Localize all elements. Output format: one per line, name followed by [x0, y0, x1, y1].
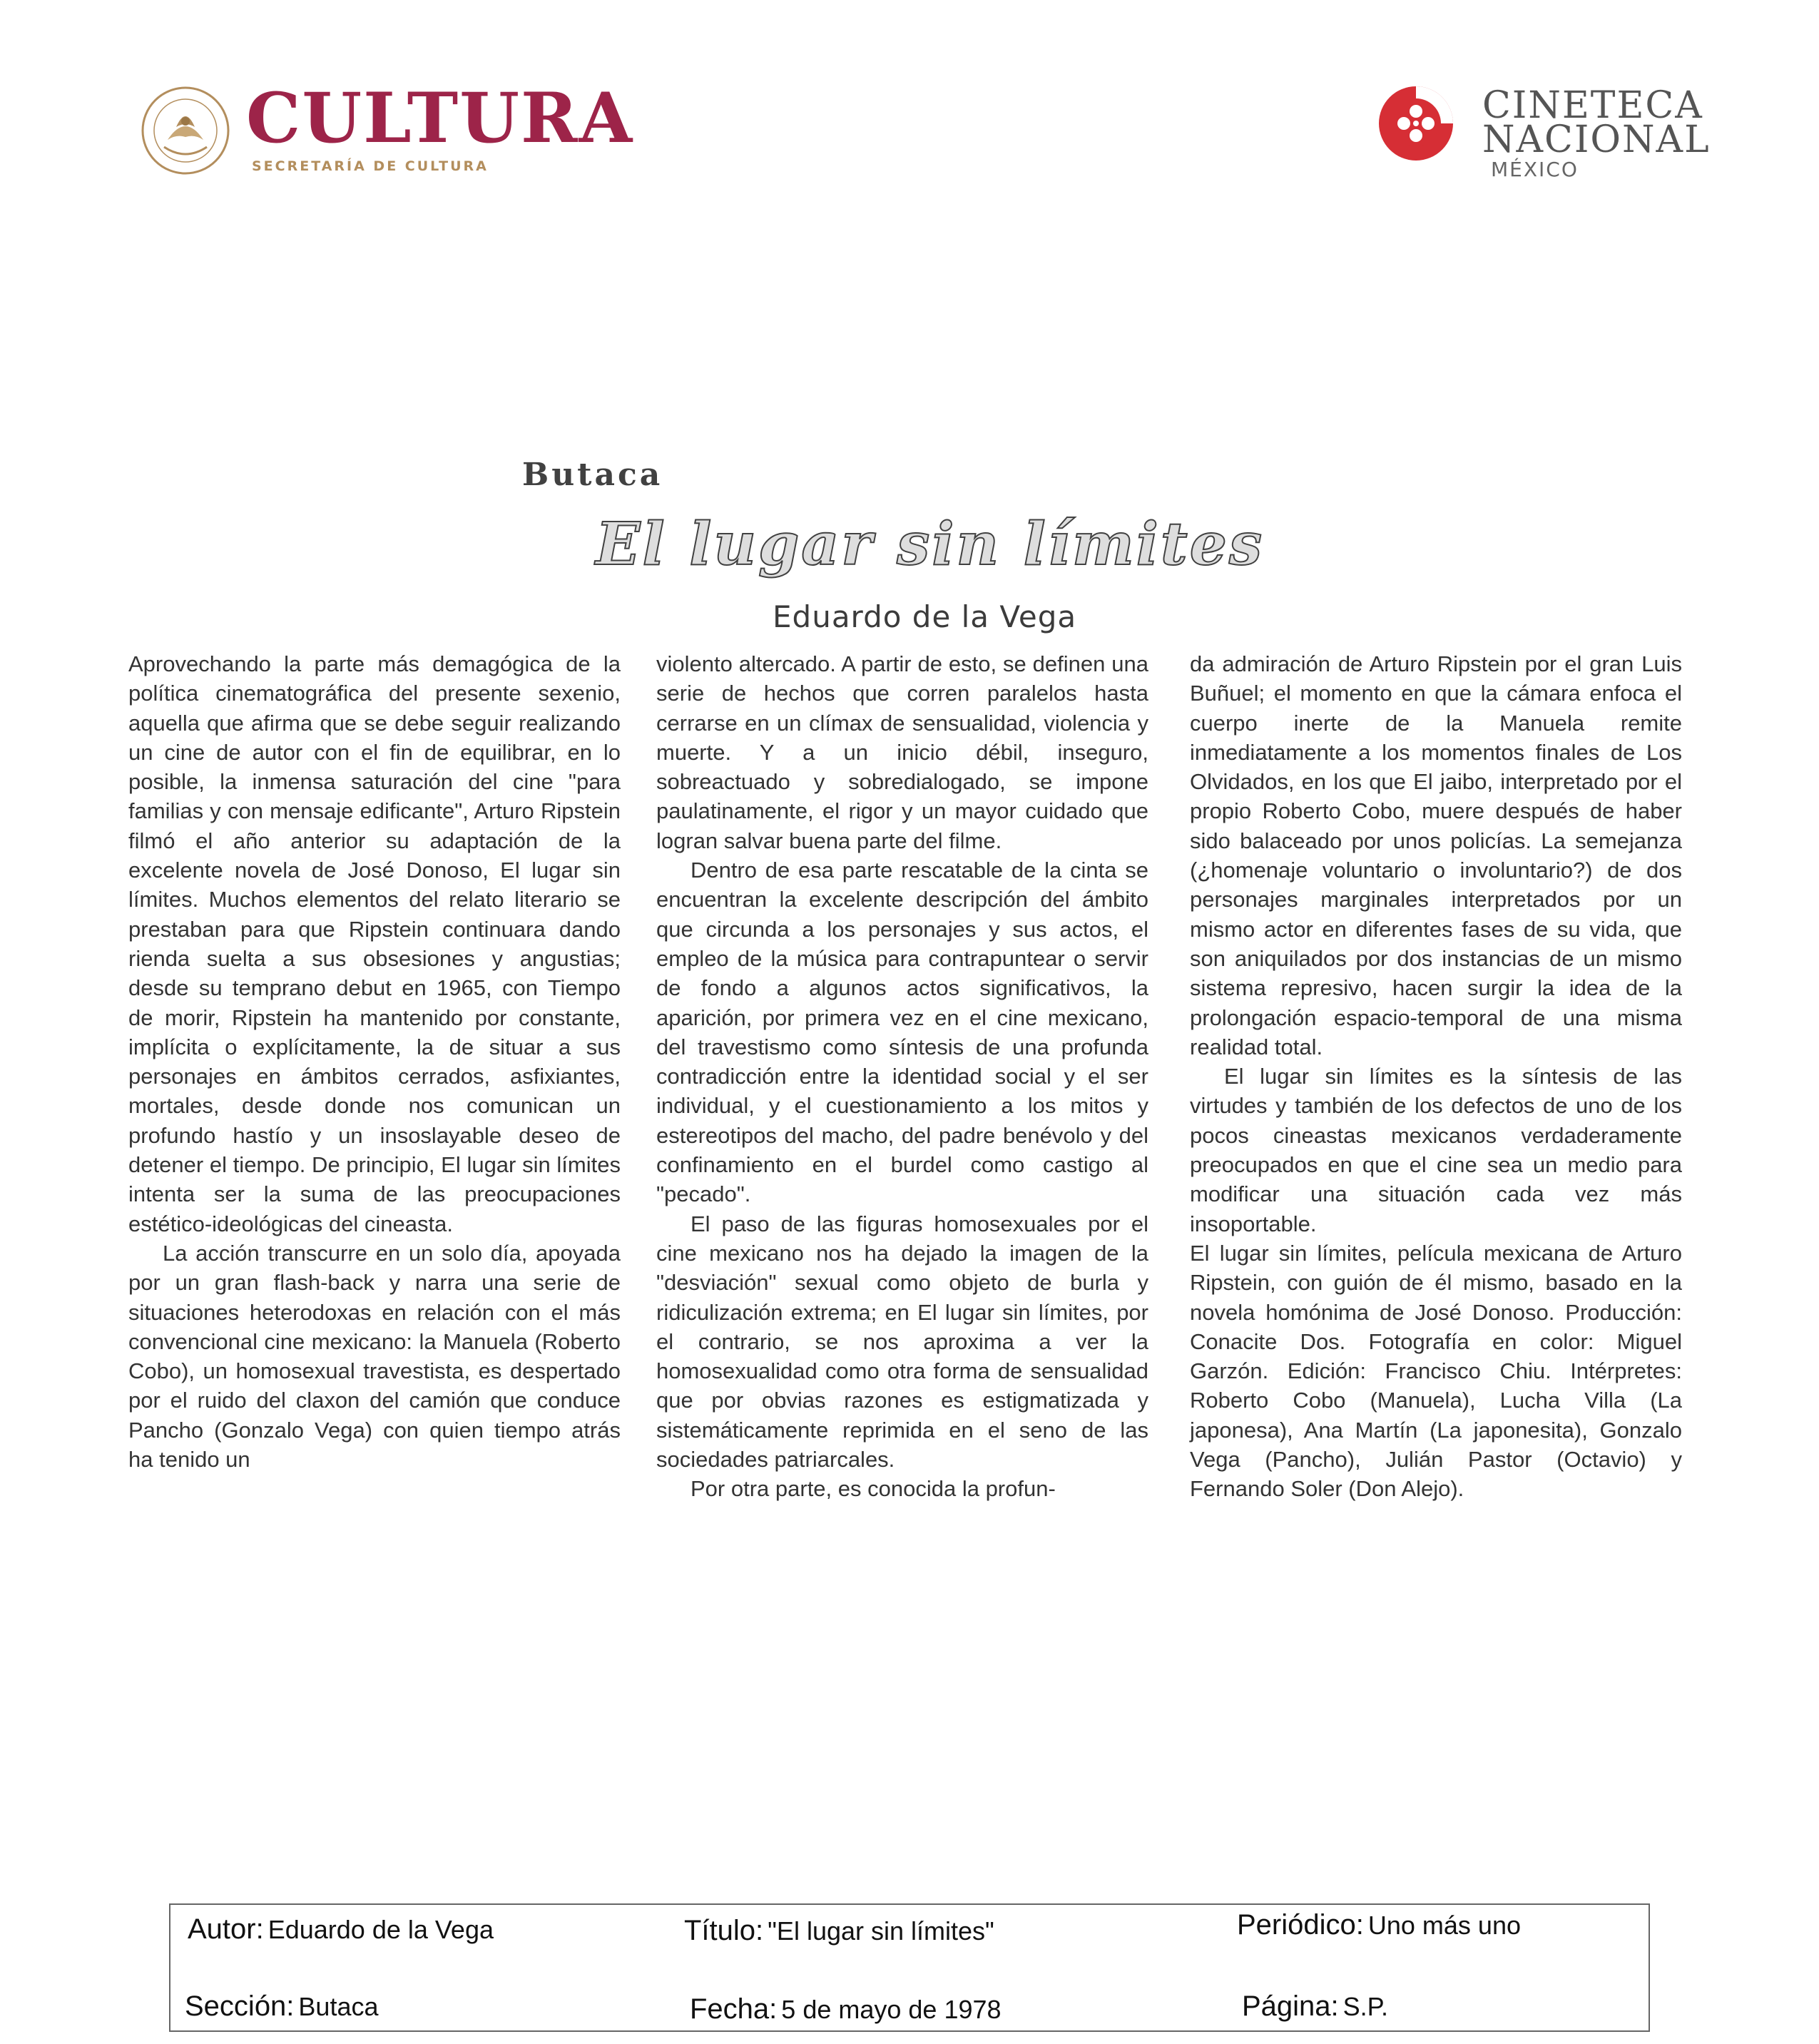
meta-periodico [1237, 1909, 1521, 1941]
paragraph: Dentro de esa parte rescatable de la cinta se encuentran la excelente descripción del ámbito que circunda a los personajes y sus actos, el empleo de la música para contrapuntear o servir de fondo a algunos actos significativos, la aparición, por primera vez en el cine mexicano, del travestismo como síntesis de una profunda contradicción entre la identidad social y el ser individual, y el cuestionamiento a los mitos y estereotipos del macho, del padre benévolo y del confinamiento en el burdel como castigo al "pecado". [656, 858, 1148, 1207]
meta-fecha [690, 1993, 1002, 2025]
meta-seccion [185, 1990, 379, 2023]
meta-autor-label: Autor: [188, 1913, 264, 1945]
paragraph: da admiración de Arturo Ripstein por el gran Luis Buñuel; el momento en que la cámara enfoca el cuerpo inerte de la Manuela remite inmediatamente a los momentos finales de Los Olvidados, en los que El jaibo, interpretado por el propio Roberto Cobo, muere después de haber sido balaceado por unos policías. La semejanza (¿homenaje voluntario o involuntario?) de dos personajes marginales interpretados por un mismo actor en diferentes fases de su vida, que son aniquilados por dos instancias de un mismo sistema represivo, hacen surgir la idea de la prolongación espacio-temporal de una misma realidad total. [1190, 651, 1682, 1059]
meta-fecha-value: 5 de mayo de 1978 [781, 1995, 1002, 2024]
cultura-subtitle: SECRETARÍA DE CULTURA [252, 158, 489, 174]
meta-titulo-label: Título: [684, 1915, 764, 1946]
meta-seccion-label: Sección: [185, 1990, 295, 2022]
article-column-3 [1190, 649, 1682, 1504]
meta-autor [188, 1913, 494, 1946]
meta-pagina [1242, 1990, 1388, 2023]
meta-seccion-value: Butaca [298, 1992, 379, 2021]
paragraph: Aprovechando la parte más demagógica de la política cinematográfica del presente sexenio, aquella que afirma que se debe seguir realizando un cine de autor con el fin de equilibrar, en lo posible, la inmensa saturación del cine "para familias y con mensaje edificante", Arturo Ripstein filmó el año anterior su adaptación de la excelente novela de José Donoso, El lugar sin límites. Muchos elementos del relato literario se prestaban para que Ripstein continuara dando rienda suelta a sus obsesiones y angustias; desde su temprano debut en 1965, con Tiempo de morir, Ripstein ha mantenido por constante, implícita o explícitamente, la de situar a sus personajes en ámbitos cerrados, asfixiantes, mortales, desde donde nos comunican un profundo hastío y un insoslayable deseo de detener el tiempo. De principio, El lugar sin límites intenta ser la suma de las preocupaciones estético-ideológicas del cineasta. [128, 651, 621, 1236]
film-reel-icon [1377, 84, 1455, 163]
article-column-2 [656, 649, 1148, 1504]
paragraph: El paso de las figuras homosexuales por el cine mexicano nos ha dejado la imagen de la "desviación" sexual como objeto de burla y ridiculización extrema; en El lugar sin límites, por el contrario, se nos aproxima a ver la homosexualidad como otra forma de sensualidad que por obvias razones es estigmatizada y sistemáticamente reprimida en el seno de las sociedades patriarcales. [656, 1211, 1148, 1473]
meta-titulo [684, 1915, 994, 1947]
meta-pagina-value: S.P. [1342, 1992, 1389, 2021]
cultura-logo [139, 78, 634, 184]
mexican-seal-icon [139, 84, 232, 177]
film-credits: El lugar sin límites, película mexicana de Arturo Ripstein, con guión de él mismo, basado en la novela homónima de José Donoso. Producción: Conacite Dos. Fotografía en color: Miguel Garzón. Edición: Francisco Chiu. Intérpretes: Roberto Cobo (Manuela), Lucha Villa (La japonesa), Ana Martín (La japonesita), Gonzalo Vega (Pancho), Julián Pastor (Octavio) y Fernando Soler (Don Alejo). [1190, 1240, 1682, 1502]
metadata-box [169, 1903, 1650, 2032]
paragraph: violento altercado. A partir de esto, se definen una serie de hechos que corren paralelos hasta cerrarse en un clímax de sensualidad, violencia y muerte. Y a un inicio débil, inseguro, sobreactuado y sobredialogado, se impone paulatinamente, el rigor y un mayor cuidado que logran salvar buena parte del filme. [656, 651, 1148, 853]
meta-periodico-value: Uno más uno [1367, 1911, 1521, 1940]
meta-fecha-label: Fecha: [690, 1993, 778, 2025]
article-column-1 [128, 649, 621, 1474]
paragraph: Por otra parte, es conocida la profun- [691, 1476, 1056, 1502]
meta-periodico-label: Periódico: [1237, 1909, 1364, 1941]
cineteca-line2: NACIONAL [1482, 118, 1711, 161]
article-byline: Eduardo de la Vega [773, 599, 1077, 634]
meta-titulo-value: "El lugar sin límites" [768, 1916, 994, 1946]
paragraph: La acción transcurre en un solo día, apoyada por un gran flash-back y narra una serie de situaciones heterodoxas en relación con el más convencional cine mexicano: la Manuela (Roberto Cobo), un homosexual travestista, es despertado por el ruido del claxon del camión que conduce Pancho (Gonzalo Vega) con quien tiempo atrás ha tenido un [128, 1240, 621, 1473]
section-title: Butaca [522, 457, 663, 493]
article-title: El lugar sin límites [596, 510, 1265, 579]
paragraph: El lugar sin límites es la síntesis de las virtudes y también de los defectos de uno de los pocos cineastas mexicanos verdaderamente preocupados en que el cine sea un medio para modificar una situación cada vez más insoportable. [1190, 1064, 1682, 1236]
cineteca-line1: CINETECA [1482, 84, 1703, 127]
meta-autor-value: Eduardo de la Vega [268, 1915, 494, 1944]
meta-pagina-label: Página: [1242, 1990, 1339, 2022]
newspaper-clipping [128, 457, 1698, 1655]
cineteca-line3: MÉXICO [1491, 158, 1579, 181]
cultura-wordmark: CULTURA [246, 78, 634, 158]
cineteca-logo [1377, 84, 1711, 184]
